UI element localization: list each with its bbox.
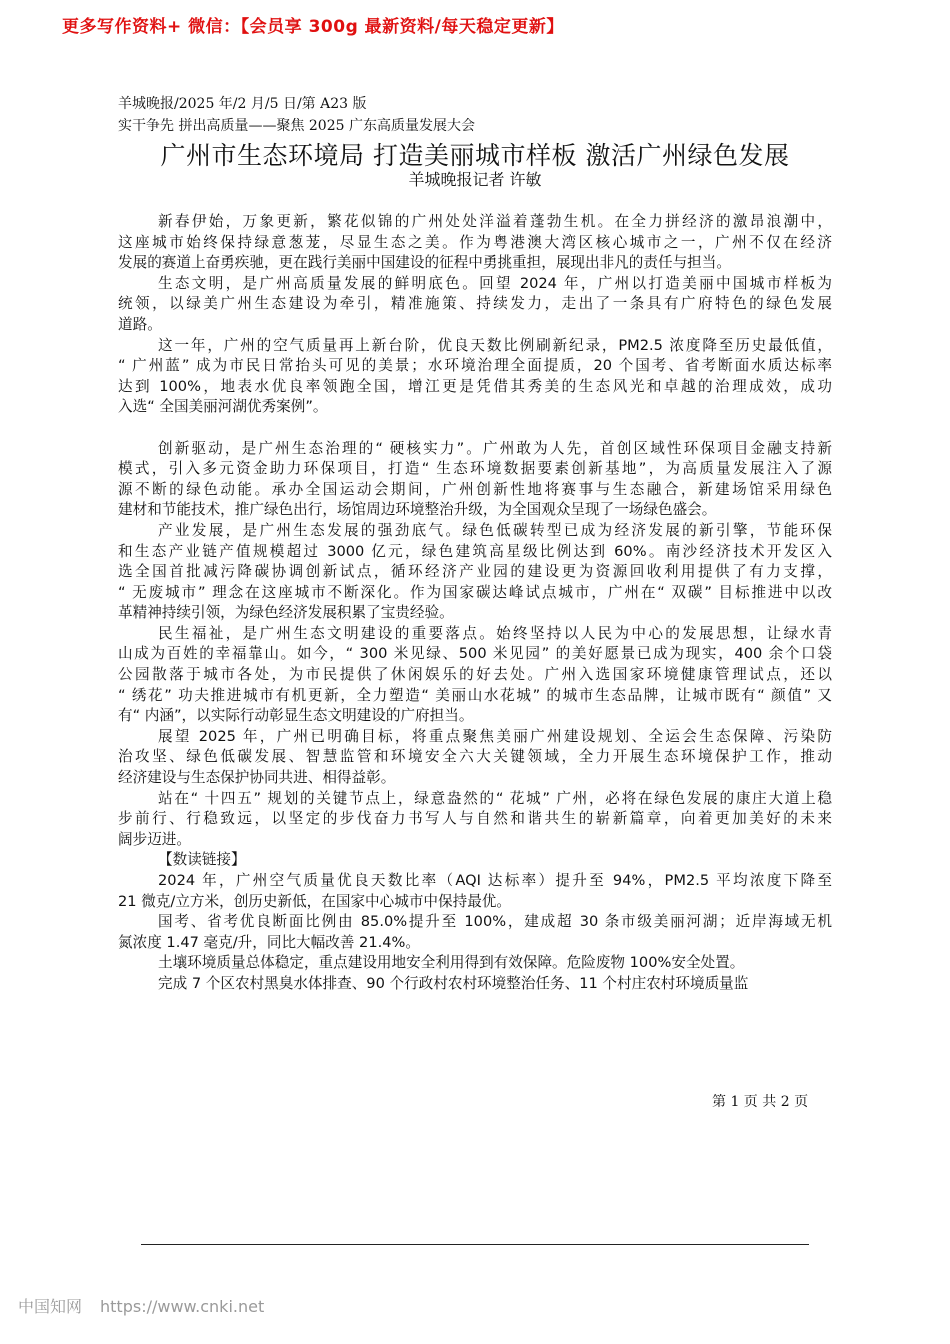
text-line: 21 微克/立方米，创历史新低，在国家中心城市中保持最优。 (118, 892, 511, 910)
text-line: 选全国首批减污降碳协调创新试点，循环经济产业园的建设更为资源回收利用提供了有力支撑， (118, 563, 832, 581)
article-body (118, 212, 832, 995)
paragraph (118, 624, 832, 727)
text-line: 创新驱动，是广州生态治理的“ 硬核实力”。广州敢为人先，首创区域性环保项目金融支持新 (158, 439, 832, 457)
article-title: 广州市生态环境局 打造美丽城市样板 激活广州绿色发展 (160, 141, 790, 170)
paragraph (118, 439, 832, 521)
text-line: “ 广州蓝” 成为市民日常抬头可见的美景；水环境治理全面提质，20 个国考、省考断面水质达标率 (118, 357, 832, 375)
text-line: 产业发展，是广州生态发展的强劲底气。绿色低碳转型已成为经济发展的新引擎，节能环保 (158, 521, 832, 539)
page-number: 第 1 页 共 2 页 (712, 1094, 809, 1110)
text-line: 模式，引入多元资金助力环保项目，打造“ 生态环境数据要素创新基地”，为高质量发展注入了源 (118, 460, 832, 478)
text-line: 展望 2025 年，广州已明确目标，将重点聚焦美丽广州建设规划、全运会生态保障、污染防 (158, 727, 832, 745)
text-line: 新春伊始，万象更新，繁花似锦的广州处处洋溢着蓬勃生机。在全力拼经济的激昂浪潮中， (158, 213, 832, 230)
footer-brand: 中国知网 (18, 1297, 83, 1316)
text-line: 这一年，广州的空气质量再上新台阶，优良天数比例刷新纪录，PM2.5 浓度降至历史最低值， (158, 336, 832, 354)
section-heading (118, 850, 832, 871)
text-line: 完成 7 个区农村黑臭水体排查、90 个行政村农村环境整治任务、11 个村庄农村环境质量监 (158, 974, 749, 992)
paragraph (118, 974, 832, 995)
text-line: 有“ 内涵”，以实际行动彰显生态文明建设的广府担当。 (118, 707, 474, 725)
text-line: 建材和节能技术，推广绿色出行，场馆周边环境整治升级，为全国观众呈现了一场绿色盛会。 (118, 501, 717, 519)
text-line: 道路。 (118, 315, 162, 333)
text-line: 经济建设与生态保护协同共进、相得益彰。 (118, 769, 396, 787)
paragraph (118, 912, 832, 953)
paragraph (118, 274, 832, 336)
paragraph-spacer (118, 418, 832, 439)
text-line: 统领，以绿美广州生态建设为牵引，精准施策、持续发力，走出了一条具有广府特色的绿色发展 (118, 295, 832, 313)
text-line: 发展的赛道上奋勇疾驰，更在践行美丽中国建设的征程中勇挑重担，展现出非凡的责任与担当。 (118, 254, 731, 272)
text-line: 山成为百姓的幸福靠山。如今，“ 300 米见绿、500 米见园” 的美好愿景已成为现实，400 余个口袋 (118, 645, 832, 663)
text-line: 和生态产业链产值规模超过 3000 亿元，绿色建筑高星级比例达到 60%。南沙经济技术开发区入 (118, 542, 832, 560)
text-line: 生态文明，是广州高质量发展的鲜明底色。回望 2024 年，广州以打造美丽中国城市样板为 (158, 274, 832, 292)
paragraph (118, 521, 832, 624)
footer-url[interactable]: https://www.cnki.net (100, 1297, 265, 1316)
promo-banner: 更多写作资料+ 微信：【会员享 300g 最新资料/每天稳定更新】 (62, 17, 564, 37)
text-line: 达到 100%，地表水优良率领跑全国，增江更是凭借其秀美的生态风光和卓越的治理成效，成功 (118, 377, 832, 395)
text-line: 治攻坚、绿色低碳发展、智慧监管和环境安全六大关键领域，全力开展生态环境保护工作，推动 (118, 748, 832, 766)
text-line: 阔步迈进。 (118, 830, 191, 848)
text-line: “ 绣花” 功夫推进城市有机更新，全力塑造“ 美丽山水花城” 的城市生态品牌，让城市既有“ 颜值” 又 (118, 686, 832, 704)
text-line: 土壤环境质量总体稳定，重点建设用地安全利用得到有效保障。危险废物 100%安全处置。 (158, 954, 745, 972)
text-line: 民生福祉，是广州生态文明建设的重要落点。始终坚持以人民为中心的发展思想，让绿水青 (158, 624, 832, 642)
paragraph (118, 953, 832, 974)
text-line: 氮浓度 1.47 毫克/升，同比大幅改善 21.4%。 (118, 933, 421, 951)
paragraph (118, 871, 832, 912)
paragraph (118, 336, 832, 418)
text-line: 这座城市始终保持绿意葱茏，尽显生态之美。作为粤港澳大湾区核心城市之一，广州不仅在经济 (118, 233, 832, 251)
footer-divider (141, 1244, 809, 1245)
text-line: 源不断的绿色动能。承办全国运动会期间，广州创新性地将赛事与生态融合，新建场馆采用绿色 (118, 480, 832, 498)
text-line: 国考、省考优良断面比例由 85.0%提升至 100%，建成超 30 条市级美丽河湖；近岸海域无机 (158, 913, 832, 931)
paragraph (118, 789, 832, 851)
text-line: 革精神持续引领，为绿色经济发展积累了宝贵经验。 (118, 604, 454, 622)
text-line: 站在“ 十四五” 规划的关键节点上，绿意盎然的“ 花城” 广州，必将在绿色发展的康庄大道上稳 (158, 789, 832, 807)
source-line: 羊城晚报/2025 年/2 月/5 日/第 A23 版 (118, 96, 367, 112)
text-line: 步前行、行稳致远，以坚定的步伐奋力书写人与自然和谐共生的崭新篇章，向着更加美好的未来 (118, 810, 832, 828)
text-line: 入选“ 全国美丽河湖优秀案例”。 (118, 398, 328, 416)
paragraph (118, 727, 832, 789)
footer-watermark (18, 1294, 264, 1317)
column-line: 实干争先 拼出高质量——聚焦 2025 广东高质量发展大会 (118, 118, 475, 134)
text-line: 【数读链接】 (158, 851, 246, 869)
byline: 羊城晚报记者 许敏 (408, 170, 542, 189)
text-line: 2024 年，广州空气质量优良天数比率（AQI 达标率）提升至 94%，PM2.5 平均浓度下降至 (158, 872, 832, 889)
text-line: “ 无废城市” 理念在这座城市不断深化。作为国家碳达峰试点城市，广州在“ 双碳” 目标推进中以改 (118, 583, 832, 601)
paragraph (118, 212, 832, 274)
text-line: 公园散落于城市各处，为市民提供了休闲娱乐的好去处。广州入选国家环境健康管理试点，还以 (118, 666, 832, 684)
